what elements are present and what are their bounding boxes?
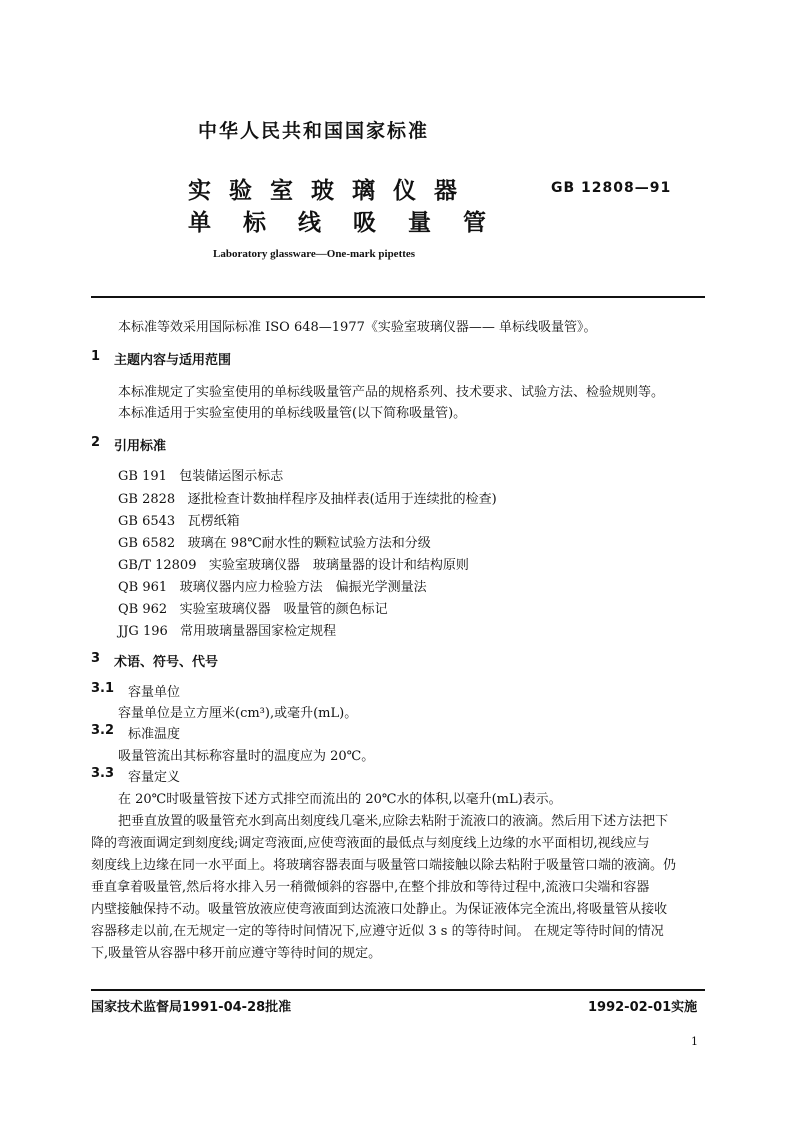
- reference-item: [118, 620, 336, 639]
- section-3-number: 3: [91, 651, 101, 666]
- reference-item: [118, 576, 427, 595]
- subsection-3-1-text: 容量单位是立方厘米(cm³),或毫升(mL)。: [118, 706, 358, 721]
- reference-title: 常用玻璃量器国家检定规程: [180, 624, 337, 639]
- reference-code: GB 2828: [118, 492, 176, 507]
- section-1-paragraph: 本标准规定了实验室使用的单标线吸量管产品的规格系列、技术要求、试验方法、检验规则等。: [118, 385, 665, 400]
- definition-line: 容器移走以前,在无规定一定的等待时间情况下,应遵守近似 3 s 的等待时间。 在规定等待时间的情况: [91, 924, 664, 939]
- section-3-heading: 术语、符号、代号: [114, 655, 219, 670]
- definition-line: 刻度线上边缘在同一水平面上。将玻璃容器表面与吸量管口端接触以除去粘附于吸量管口端的液滴。仍: [91, 858, 677, 873]
- subsection-3-1-heading: 容量单位: [128, 685, 181, 700]
- document-title-line-1: 实验室玻璃仪器: [188, 178, 475, 204]
- document-title-line-2: 单标线吸量管: [188, 210, 518, 236]
- reference-title: 包装储运图示标志: [179, 469, 284, 484]
- reference-code: QB 961: [118, 580, 168, 595]
- english-title: Laboratory glassware—One-mark pipettes: [213, 248, 416, 260]
- page-number: 1: [691, 1035, 698, 1048]
- section-1-paragraph: 本标准适用于实验室使用的单标线吸量管(以下简称吸量管)。: [118, 406, 467, 421]
- subsection-3-2-text: 吸量管流出其标称容量时的温度应为 20℃。: [118, 749, 375, 764]
- standard-number: GB 12808—91: [551, 180, 672, 196]
- definition-line: 把垂直放置的吸量管充水到高出刻度线几毫米,应除去粘附于流液口的液滴。然后用下述方法把下: [118, 814, 669, 829]
- reference-code: GB/T 12809: [118, 558, 197, 573]
- reference-item: [118, 598, 388, 617]
- footer-rule: [91, 989, 705, 991]
- reference-title: 玻璃仪器内应力检验方法 偏振光学测量法: [179, 580, 427, 595]
- reference-code: QB 962: [118, 602, 168, 617]
- subsection-3-3-heading: 容量定义: [128, 770, 181, 785]
- reference-item: [118, 510, 240, 529]
- definition-line: 内壁接触保持不动。吸量管放液应使弯液面到达流液口处静止。为保证液体完全流出,将吸量管从接收: [91, 902, 668, 917]
- section-1-number: 1: [91, 349, 101, 364]
- definition-line: 在 20℃时吸量管按下述方式排空而流出的 20℃水的体积,以毫升(mL)表示。: [118, 792, 562, 807]
- issuing-authority: 中华人民共和国国家标准: [198, 120, 430, 142]
- reference-item: [118, 554, 469, 573]
- reference-code: JJG 196: [118, 624, 168, 639]
- section-2-heading: 引用标准: [114, 439, 167, 454]
- definition-line: 下,吸量管从容器中移开前应遵守等待时间的规定。: [91, 946, 382, 961]
- effective-date: 1992-02-01实施: [588, 1000, 698, 1015]
- subsection-3-3-number: 3.3: [91, 766, 115, 781]
- reference-item: [118, 532, 431, 551]
- reference-code: GB 6543: [118, 514, 176, 529]
- subsection-3-2-heading: 标准温度: [128, 727, 181, 742]
- section-1-heading: 主题内容与适用范围: [114, 353, 232, 368]
- header-rule: [91, 296, 705, 298]
- reference-title: 逐批检查计数抽样程序及抽样表(适用于连续批的检查): [187, 492, 497, 507]
- definition-line: 降的弯液面调定到刻度线;调定弯液面,应使弯液面的最低点与刻度线上边缘的水平面相切,视线应与: [91, 836, 650, 851]
- subsection-3-2-number: 3.2: [91, 723, 115, 738]
- definition-line: 垂直拿着吸量管,然后将水排入另一稍微倾斜的容器中,在整个排放和等待过程中,流液口尖端和容器: [91, 880, 650, 895]
- approval-date: 国家技术监督局1991-04-28批准: [91, 1000, 292, 1015]
- reference-item: [118, 488, 497, 507]
- reference-title: 瓦楞纸箱: [187, 514, 240, 529]
- reference-code: GB 6582: [118, 536, 176, 551]
- subsection-3-1-number: 3.1: [91, 681, 115, 696]
- reference-code: GB 191: [118, 469, 167, 484]
- section-2-number: 2: [91, 435, 101, 450]
- reference-title: 实验室玻璃仪器 玻璃量器的设计和结构原则: [208, 558, 469, 573]
- reference-title: 玻璃在 98℃耐水性的颗粒试验方法和分级: [187, 536, 431, 551]
- reference-title: 实验室玻璃仪器 吸量管的颜色标记: [179, 602, 388, 617]
- reference-item: [118, 465, 283, 484]
- intro-text: 本标准等效采用国际标准 ISO 648—1977《实验室玻璃仪器—— 单标线吸量管》。: [118, 320, 597, 335]
